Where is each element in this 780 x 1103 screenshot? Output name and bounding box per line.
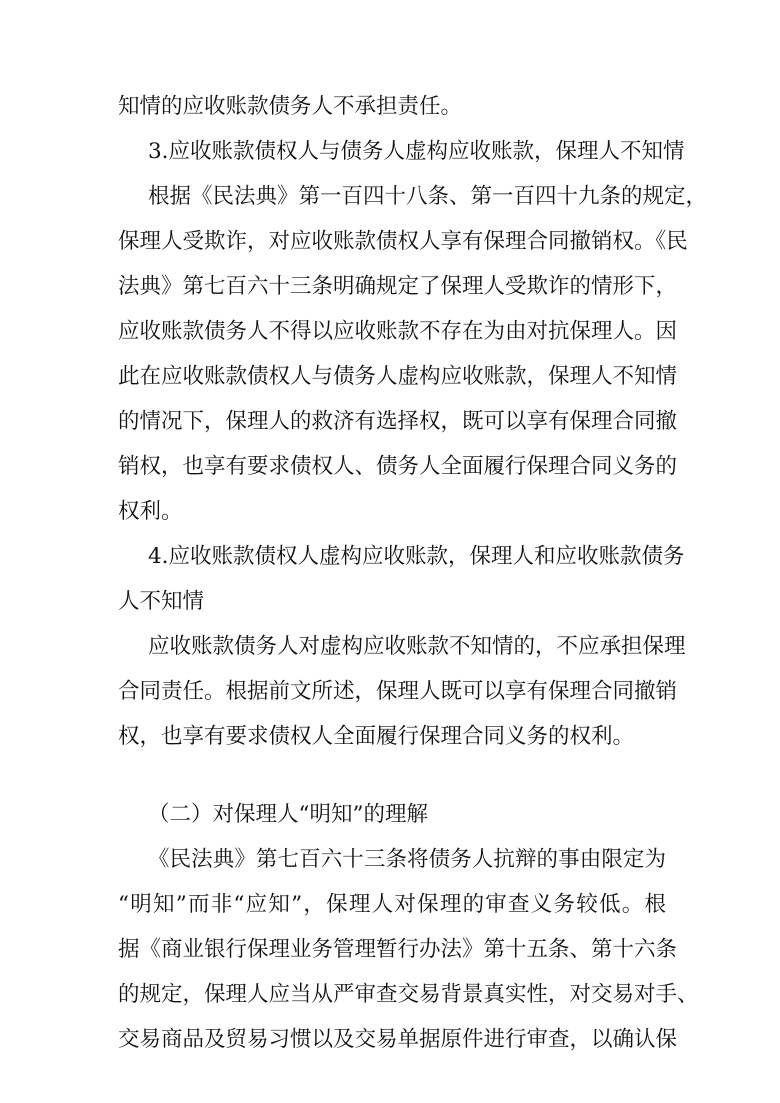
text-line: 据《商业银行保理业务管理暂行办法》第十五条、第十六条 xyxy=(118,937,678,962)
text-line: 应收账款债务人不得以应收账款不存在为由对抗保理人。因 xyxy=(118,319,678,344)
text-line: 合同责任。根据前文所述，保理人既可以享有保理合同撤销 xyxy=(118,679,678,704)
text-line: 应收账款债务人对虚构应收账款不知情的，不应承担保理 xyxy=(148,634,686,659)
section-heading: （二）对保理人“明知”的理解 xyxy=(148,802,428,827)
subheading-4: 4.应收账款债权人虚构应收账款，保理人和应收账款债务 xyxy=(148,544,685,569)
text-line: 的情况下，保理人的救济有选择权，既可以享有保理合同撤 xyxy=(118,409,678,434)
subheading-3: 3.应收账款债权人与债务人虚构应收账款，保理人不知情 xyxy=(148,139,685,164)
text-line: 根据《民法典》第一百四十八条、第一百四十九条的规定， xyxy=(148,184,708,209)
text-line: 法典》第七百六十三条明确规定了保理人受欺诈的情形下， xyxy=(118,274,678,299)
text-line: 知情的应收账款债务人不承担责任。 xyxy=(118,94,463,119)
text-line: 权，也享有要求债权人全面履行保理合同义务的权利。 xyxy=(118,724,635,749)
text-line: 销权，也享有要求债权人、债务人全面履行保理合同义务的 xyxy=(118,454,678,479)
text-line: 《民法典》第七百六十三条将债务人抗辩的事由限定为 xyxy=(148,847,666,872)
text-line: 的规定，保理人应当从严审查交易背景真实性，对交易对手、 xyxy=(118,982,699,1007)
text-line: 此在应收账款债权人与债务人虚构应收账款，保理人不知情 xyxy=(118,364,678,389)
text-line: 保理人受欺诈，对应收账款债权人享有保理合同撤销权。《民 xyxy=(118,229,688,254)
text-line: 交易商品及贸易习惯以及交易单据原件进行审查，以确认保 xyxy=(118,1027,678,1052)
subheading-4-continued: 人不知情 xyxy=(118,589,205,614)
text-line: 权利。 xyxy=(118,499,183,524)
text-line: “明知”而非“应知”，保理人对保理的审查义务较低。根 xyxy=(118,892,666,917)
